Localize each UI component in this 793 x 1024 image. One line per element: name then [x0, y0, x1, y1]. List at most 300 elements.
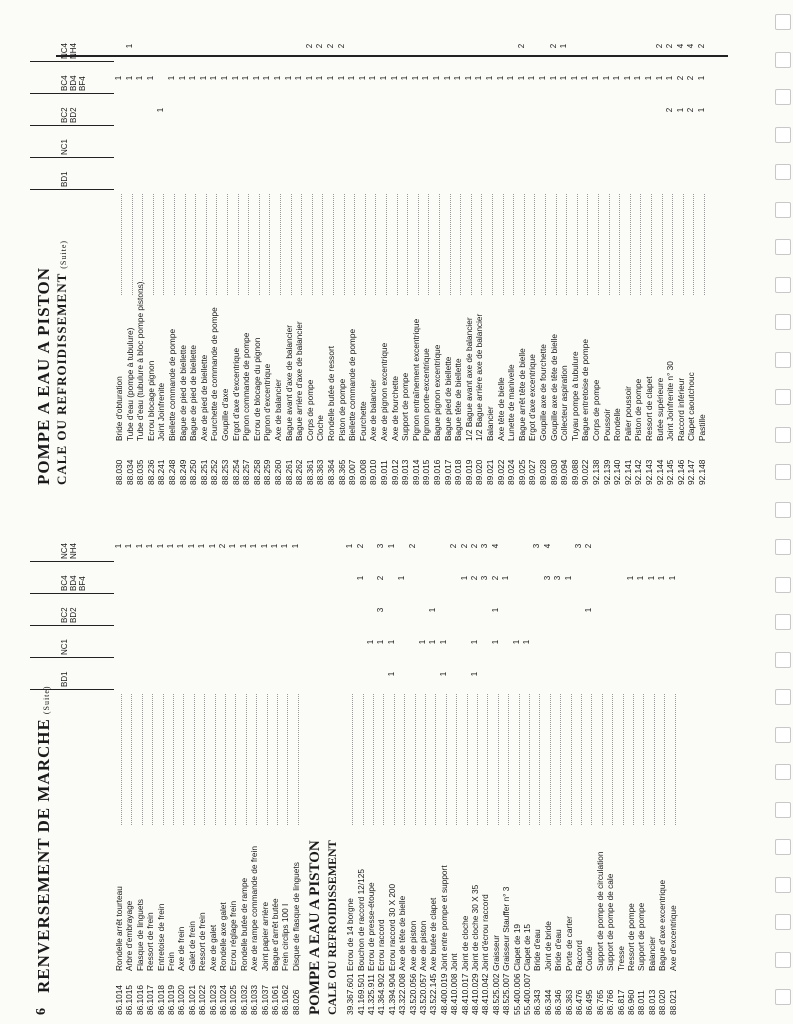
part-number: 88.254 — [230, 459, 241, 485]
dot-leader — [616, 694, 624, 825]
dot-leader — [239, 694, 247, 825]
table-row — [260, 530, 270, 1015]
dot-leader — [538, 194, 546, 295]
dot-leader — [280, 694, 288, 825]
table-row — [252, 30, 262, 485]
part-number: 92.144 — [654, 459, 665, 485]
table-row — [294, 30, 304, 485]
part-number: 89.025 — [516, 459, 527, 485]
quantity-cell: 1 — [176, 543, 186, 549]
part-description: Frein circlips 100 I — [280, 903, 291, 971]
table-row — [421, 30, 431, 485]
part-description: Ressort de frein — [145, 912, 156, 971]
part-number: 89.016 — [432, 459, 442, 485]
dot-leader — [665, 194, 673, 295]
dot-leader — [686, 194, 694, 295]
quantity-cell: 1 — [428, 639, 438, 645]
quantity-cell: 1 — [470, 671, 479, 677]
dot-leader — [411, 194, 419, 295]
table-row — [156, 30, 166, 485]
table-row — [559, 30, 569, 485]
part-description: Joint de cloche 30 X 35 — [470, 884, 480, 971]
quantity-cell: 1 — [495, 75, 505, 81]
quantity-cell: 1 — [559, 75, 569, 81]
quantity-cell: 1 — [626, 575, 635, 581]
table-row — [474, 30, 484, 485]
dot-leader — [187, 694, 195, 825]
table-row — [570, 30, 580, 485]
part-description: Axe d'excentrique — [667, 905, 678, 971]
part-number: 92.140 — [612, 459, 623, 485]
quantity-cell: 1 — [397, 575, 407, 581]
part-number: 88.249 — [177, 459, 188, 485]
part-description: Lunette de manivelle — [506, 364, 517, 441]
dot-leader — [496, 194, 504, 295]
quantity-cell: 1 — [633, 75, 643, 81]
dot-leader — [428, 694, 436, 825]
part-number: 88.020 — [657, 989, 668, 1015]
part-number: 89.088 — [569, 459, 580, 485]
part-description: Raccord inférieur — [675, 377, 686, 441]
part-description: Clapet de 15 — [522, 923, 532, 971]
part-description: Bague pignon excentrique — [432, 344, 442, 441]
part-number: 89.020 — [474, 459, 485, 485]
part-number: 86.1024 — [218, 985, 228, 1015]
table-row — [376, 530, 386, 1015]
dot-leader — [326, 194, 334, 295]
table-row — [439, 530, 449, 1015]
binder-hole — [775, 652, 791, 668]
quantity-cell: 1 — [347, 75, 357, 81]
table-row — [397, 530, 407, 1015]
table-row — [284, 30, 294, 485]
part-number: 88.363 — [315, 459, 326, 485]
part-number: 86.1021 — [186, 985, 197, 1015]
part-number: 89.012 — [389, 459, 400, 485]
part-number: 89.021 — [485, 459, 495, 485]
dot-leader — [228, 694, 236, 825]
table-row — [197, 530, 207, 1015]
part-description: Rondelle butée de ressort — [326, 345, 336, 441]
part-number: 89.011 — [379, 460, 389, 485]
part-number: 86.1014 — [114, 985, 124, 1015]
part-description: Clapet caoutchouc — [686, 372, 697, 441]
table-row — [146, 30, 156, 485]
binder-hole — [775, 239, 791, 255]
part-description: Ecrou raccord — [376, 919, 387, 971]
part-number: 86.765 — [594, 989, 605, 1015]
table-row — [580, 30, 590, 485]
quantity-cell: 1 — [428, 607, 438, 613]
part-description: Graisseur Stauffer n° 3 — [501, 886, 512, 971]
dot-leader — [220, 194, 228, 295]
dot-leader — [647, 694, 655, 825]
part-number: 88.021 — [667, 989, 678, 1015]
quantity-cell: 1 — [294, 75, 304, 81]
part-description: Cloche — [315, 415, 326, 441]
part-description: Joint — [449, 953, 460, 971]
table-row — [145, 530, 155, 1015]
binder-hole — [775, 502, 791, 518]
dot-leader — [474, 194, 482, 295]
dot-leader — [506, 194, 514, 295]
part-description: Bague avant d'axe de balancier — [283, 325, 294, 441]
binder-hole — [775, 839, 791, 855]
binder-hole — [775, 202, 791, 218]
table-row — [432, 30, 442, 485]
table-row — [156, 530, 166, 1015]
column-header — [30, 542, 114, 562]
quantity-cell: 1 — [251, 75, 261, 81]
subsection-title: POMPE A EAU A PISTON — [307, 840, 324, 1015]
part-description: Corps de pompe — [304, 379, 315, 441]
binder-hole — [775, 352, 791, 368]
table-row — [239, 530, 249, 1015]
quantity-cell: 1 — [418, 639, 427, 645]
part-number: 88.252 — [209, 459, 220, 485]
part-description: Graisseur — [490, 935, 501, 971]
section-subtitle: CALE OU REFROIDISSEMENT(Suite) — [54, 239, 69, 485]
dot-leader — [188, 194, 196, 295]
dot-leader — [595, 694, 603, 825]
table-row — [605, 530, 615, 1015]
quantity-cell: 1 — [459, 575, 469, 581]
quantity-cell: 1 — [315, 75, 325, 81]
part-number: 89.094 — [559, 459, 570, 485]
part-number: 88.262 — [294, 459, 305, 485]
table-row — [517, 30, 527, 485]
quantity-cell: 1 — [400, 75, 410, 81]
part-description: Ecrou de presse-étoupe — [366, 882, 376, 971]
quantity-cell: 1 — [345, 543, 355, 549]
table-row — [453, 30, 463, 485]
quantity-cell: 2 — [304, 43, 314, 49]
dot-leader — [218, 694, 226, 825]
dot-leader — [135, 194, 143, 295]
table-row — [506, 30, 516, 485]
dot-leader — [612, 194, 620, 295]
dot-leader — [209, 194, 217, 295]
part-number: 86.1061 — [270, 985, 280, 1015]
part-number: 92.145 — [665, 459, 676, 485]
part-number: 88.248 — [167, 459, 177, 485]
table-row — [665, 30, 675, 485]
part-description: Goupille d'axe — [220, 388, 230, 441]
dot-leader — [291, 694, 299, 825]
table-row — [460, 530, 470, 1015]
part-description: Axe butée de clapet — [428, 897, 439, 971]
binder-hole — [775, 802, 791, 818]
part-description: Ergot d'axe excentrique — [527, 354, 538, 441]
binder-hole — [775, 689, 791, 705]
binder-hole — [775, 89, 791, 105]
column-header — [30, 638, 114, 658]
part-number: 89.028 — [538, 459, 548, 485]
dot-leader — [676, 194, 684, 295]
binder-hole — [775, 389, 791, 405]
table-row — [623, 30, 633, 485]
part-number: 86.346 — [553, 989, 564, 1015]
part-description: Rondelle butée de rampe — [238, 877, 249, 971]
part-description: Arbre d'embrayage — [124, 900, 135, 971]
part-description: Bride d'obturation — [114, 376, 124, 441]
part-description: Pignon porte-excentrique — [421, 348, 432, 441]
table-row — [188, 30, 198, 485]
section-title: RENVERSEMENT DE MARCHE(Suite) — [34, 685, 53, 993]
part-description: Support de pompe — [400, 372, 411, 441]
quantity-cell: 1 — [198, 75, 208, 81]
quantity-cell: 1 — [124, 543, 134, 549]
part-description: Bague de pied de biellette — [188, 345, 199, 441]
quantity-cell: 1 — [209, 75, 219, 81]
quantity-cell: 2 — [686, 75, 696, 81]
dot-leader — [574, 694, 582, 825]
quantity-cell: 1 — [453, 75, 463, 81]
column-header-label: BC2 BD2 — [60, 607, 78, 623]
table-row — [549, 30, 559, 485]
part-description: Bride d'eau — [532, 929, 543, 971]
dot-leader — [260, 694, 268, 825]
table-row — [626, 530, 636, 1015]
quantity-cell: 1 — [559, 43, 569, 49]
part-number: 86.1062 — [280, 985, 291, 1015]
quantity-cell: 1 — [667, 575, 677, 581]
part-number: 86.766 — [605, 989, 616, 1015]
part-description: Ressort de clapet — [644, 376, 654, 441]
part-description: Ecrou de blocage du pignon — [251, 337, 262, 441]
quantity-cell: 2 — [355, 543, 365, 549]
dot-leader — [522, 694, 530, 825]
quantity-cell: 2 — [470, 543, 479, 549]
dot-leader — [512, 694, 520, 825]
quantity-cell: 1 — [145, 543, 155, 549]
quantity-cell: 1 — [644, 75, 653, 81]
dot-leader — [262, 194, 270, 295]
table-row — [273, 30, 283, 485]
table-row — [538, 30, 548, 485]
binder-hole — [775, 127, 791, 143]
quantity-cell: 1 — [155, 543, 165, 549]
part-number: 89.008 — [357, 459, 368, 485]
table-row — [270, 530, 280, 1015]
binder-hole — [775, 952, 791, 968]
quantity-cell: 1 — [538, 75, 547, 81]
quantity-cell: 1 — [622, 75, 632, 81]
table-row — [574, 530, 584, 1015]
suite-label: (Suite) — [59, 239, 68, 269]
part-number: 48.410.042 — [480, 973, 491, 1015]
table-row — [443, 30, 453, 485]
quantity-cell: 1 — [442, 75, 452, 81]
part-description: Disque de flasque de linguets — [290, 862, 301, 971]
part-number: 92.148 — [697, 459, 707, 485]
quantity-cell: 1 — [197, 543, 207, 549]
part-number: 92.138 — [591, 459, 601, 485]
dot-leader — [480, 694, 488, 825]
quantity-cell: 1 — [675, 107, 685, 113]
column-header-label: BC4 BD4 BF4 — [60, 575, 87, 591]
dot-leader — [315, 194, 323, 295]
part-description: Fourchette de commande de pompe — [209, 307, 220, 441]
dot-leader — [697, 194, 705, 295]
part-description: Tube d'eau (pompe à tubulure) — [124, 327, 135, 441]
quantity-cell: 1 — [527, 75, 537, 81]
binder-hole — [775, 577, 791, 593]
part-number: 92.146 — [675, 459, 686, 485]
quantity-cell: 1 — [657, 575, 667, 581]
dot-leader — [439, 694, 447, 825]
quantity-cell: 1 — [654, 75, 664, 81]
dot-leader — [517, 194, 525, 295]
column-header — [30, 75, 114, 94]
part-number: 88.030 — [114, 459, 124, 485]
part-number: 89.014 — [410, 459, 421, 485]
dot-leader — [602, 194, 610, 295]
quantity-cell: 3 — [376, 607, 386, 613]
dot-leader — [167, 194, 175, 295]
part-description: Axe tête de bielle — [495, 377, 506, 441]
dot-leader — [199, 194, 207, 295]
part-description: Bague pied de biellette — [442, 356, 453, 441]
quantity-cell: 2 — [665, 107, 675, 113]
dot-leader — [156, 194, 164, 295]
quantity-cell: 1 — [124, 75, 134, 81]
quantity-cell: 1 — [134, 543, 144, 549]
column-header — [30, 138, 114, 158]
dot-leader — [231, 194, 239, 295]
quantity-cell: 3 — [574, 543, 583, 549]
dot-leader — [366, 694, 374, 825]
table-row — [657, 530, 667, 1015]
part-number: 92.143 — [644, 459, 654, 485]
table-row — [532, 530, 542, 1015]
table-row — [218, 530, 228, 1015]
part-description: Pignon entraînement excentrique — [410, 318, 421, 441]
part-description: Butée supérieure — [654, 377, 665, 441]
quantity-cell: 3 — [376, 543, 386, 549]
table-row — [527, 30, 537, 485]
dot-leader — [114, 694, 122, 825]
table-row — [655, 30, 665, 485]
part-number: 92.142 — [633, 459, 644, 485]
table-row — [280, 530, 290, 1015]
part-number: 86.960 — [626, 989, 636, 1015]
table-row — [390, 30, 400, 485]
dot-leader — [114, 194, 122, 295]
table-row — [470, 530, 480, 1015]
table-row — [686, 30, 696, 485]
part-description: Ecrou blocage pignon — [145, 360, 156, 441]
part-number: 43.520.057 — [418, 973, 428, 1015]
part-number: 41.364.902 — [376, 973, 387, 1015]
table-row — [464, 30, 474, 485]
dot-leader — [337, 194, 345, 295]
quantity-cell: 1 — [167, 75, 176, 81]
quantity-cell: 1 — [262, 75, 272, 81]
part-number: 86.1033 — [249, 985, 260, 1015]
part-description: Support de pompe — [636, 902, 647, 971]
part-number: 43.322.008 — [397, 973, 408, 1015]
part-description: Coude — [584, 946, 595, 971]
binder-hole — [775, 14, 791, 30]
part-description: Ergot d'axe d'excentrique — [230, 347, 241, 441]
part-number: 48.410.029 — [470, 973, 480, 1015]
dot-leader — [636, 694, 644, 825]
column-header-label: BC2 BD2 — [60, 107, 78, 123]
table-row — [387, 530, 397, 1015]
quantity-cell: 1 — [326, 75, 335, 81]
part-number: 89.027 — [527, 459, 538, 485]
quantity-cell: 1 — [548, 75, 558, 81]
table-row — [408, 530, 418, 1015]
table-row — [647, 530, 657, 1015]
table-row — [668, 530, 678, 1015]
dot-leader — [470, 694, 478, 825]
part-description: Balancier — [646, 936, 657, 971]
part-description: Flasque de linguets — [134, 899, 145, 971]
quantity-cell: 4 — [686, 43, 696, 49]
quantity-cell: 2 — [376, 575, 386, 581]
quantity-cell: 3 — [553, 575, 563, 581]
part-number: 55.400.007 — [522, 973, 532, 1015]
dot-leader — [408, 694, 416, 825]
part-number: 86.1025 — [228, 985, 239, 1015]
quantity-cell: 2 — [490, 575, 500, 581]
part-number: 90.022 — [580, 459, 591, 485]
suite-label: (Suite) — [42, 685, 51, 715]
quantity-cell: 2 — [218, 543, 227, 549]
dot-leader — [453, 194, 461, 295]
part-number: 89.018 — [453, 459, 464, 485]
part-number: 89.030 — [548, 459, 559, 485]
quantity-cell: 1 — [273, 75, 282, 81]
dot-leader — [368, 194, 376, 295]
part-number: 88.361 — [304, 459, 315, 485]
part-number: 88.034 — [124, 459, 135, 485]
section-title: POMPE A EAU A PISTON — [34, 266, 53, 485]
part-number: 86.495 — [584, 989, 595, 1015]
quantity-cell: 2 — [686, 107, 696, 113]
binder-holes — [771, 0, 793, 1024]
dot-leader — [146, 194, 154, 295]
quantity-cell: 1 — [569, 75, 579, 81]
quantity-cell: 2 — [326, 43, 335, 49]
quantity-cell: 1 — [336, 75, 346, 81]
table-row — [644, 30, 654, 485]
quantity-cell: 1 — [612, 75, 622, 81]
part-description: Bague de pied de biellette — [177, 345, 188, 441]
part-number: 89.024 — [506, 459, 517, 485]
quantity-cell: 1 — [697, 107, 706, 113]
part-description: Bague entretoise de pompe — [580, 339, 591, 441]
part-description: Joint d'écrou raccord — [480, 894, 491, 971]
quantity-cell: 1 — [584, 607, 594, 613]
part-description: Balancier — [485, 406, 495, 441]
table-row — [480, 530, 490, 1015]
part-description: Support de pompe de circulation — [594, 851, 605, 971]
part-description: Ecrou de 14 borgne — [345, 898, 356, 971]
part-number: 86.1016 — [134, 985, 145, 1015]
dot-leader — [270, 694, 278, 825]
table-row — [633, 30, 643, 485]
table-row — [379, 30, 389, 485]
quantity-cell: 3 — [542, 575, 552, 581]
dot-leader — [345, 694, 353, 825]
dot-leader — [125, 194, 133, 295]
part-description: 1/2 Bague avant axe de balancier — [463, 317, 474, 441]
part-description: Bague d'axe excentrique — [657, 879, 668, 971]
part-number: 86.1022 — [197, 985, 208, 1015]
